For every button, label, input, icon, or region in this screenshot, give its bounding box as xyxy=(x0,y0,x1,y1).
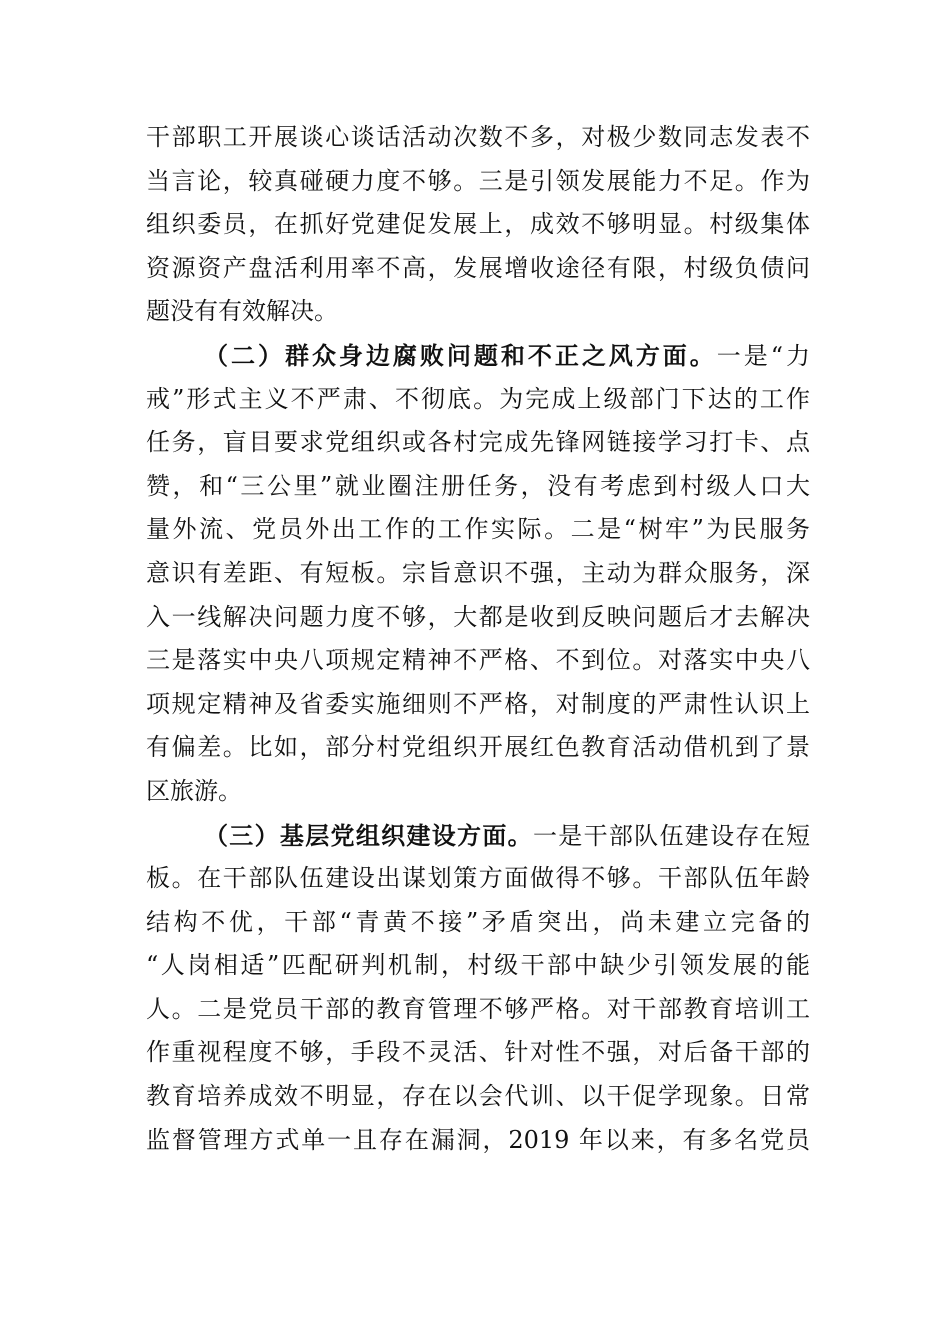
text-line: 组织委员，在抓好党建促发展上，成效不够明显。村级集体 xyxy=(146,210,810,239)
paragraph-2 xyxy=(146,334,810,814)
paragraph-3 xyxy=(146,814,810,1163)
text-line: 教育培养成效不明显，存在以会代训、以干促学现象。日常 xyxy=(146,1082,810,1111)
text-line: 人。二是党员干部的教育管理不够严格。对干部教育培训工 xyxy=(146,994,810,1023)
text-line: 戒”形式主义不严肃、不彻底。为完成上级部门下达的工作 xyxy=(146,384,810,413)
text-line: “人岗相适”匹配研判机制，村级干部中缺少引领发展的能 xyxy=(146,951,810,980)
text-line: 当言论，较真碰硬力度不够。三是引领发展能力不足。作为 xyxy=(146,166,810,195)
text-line: 干部职工开展谈心谈话活动次数不多，对极少数同志发表不 xyxy=(146,123,810,151)
text-line: 量外流、党员外出工作的工作实际。二是“树牢”为民服务 xyxy=(146,515,810,544)
text-line: 资源资产盘活利用率不高，发展增收途径有限，村级负债问 xyxy=(146,253,810,282)
text-line: 题没有有效解决。 xyxy=(146,297,338,326)
text-line: 项规定精神及省委实施细则不严格，对制度的严肃性认识上 xyxy=(146,689,810,718)
text-run: 一是“力 xyxy=(716,341,810,370)
text-run: 一是干部队伍建设存在短 xyxy=(532,821,811,850)
document-body xyxy=(146,116,810,1162)
section-heading: （三）基层党组织建设方面。 xyxy=(204,820,533,850)
text-line: 区旅游。 xyxy=(146,776,242,805)
section-heading: （二）群众身边腐败问题和不正之风方面。 xyxy=(204,340,717,370)
text-line: 监督管理方式单一且存在漏洞，2019 年以来，有多名党员 xyxy=(146,1125,810,1154)
paragraph-first-line xyxy=(146,334,810,378)
text-line: 板。在干部队伍建设出谋划策方面做得不够。干部队伍年龄 xyxy=(146,864,810,893)
paragraph-first-line xyxy=(146,814,810,858)
text-line: 结构不优，干部“青黄不接”矛盾突出，尚未建立完备的 xyxy=(146,907,810,936)
text-line: 赞，和“三公里”就业圈注册任务，没有考虑到村级人口大 xyxy=(146,471,810,500)
text-line: 三是落实中央八项规定精神不严格、不到位。对落实中央八 xyxy=(146,646,810,675)
text-line: 任务，盲目要求党组织或各村完成先锋网链接学习打卡、点 xyxy=(146,428,810,457)
text-line: 有偏差。比如，部分村党组织开展红色教育活动借机到了景 xyxy=(146,733,810,762)
text-line: 作重视程度不够，手段不灵活、针对性不强，对后备干部的 xyxy=(146,1038,810,1067)
text-line: 入一线解决问题力度不够，大都是收到反映问题后才去解决 xyxy=(146,602,810,631)
paragraph-1 xyxy=(146,116,810,334)
text-line: 意识有差距、有短板。宗旨意识不强，主动为群众服务，深 xyxy=(146,558,810,587)
